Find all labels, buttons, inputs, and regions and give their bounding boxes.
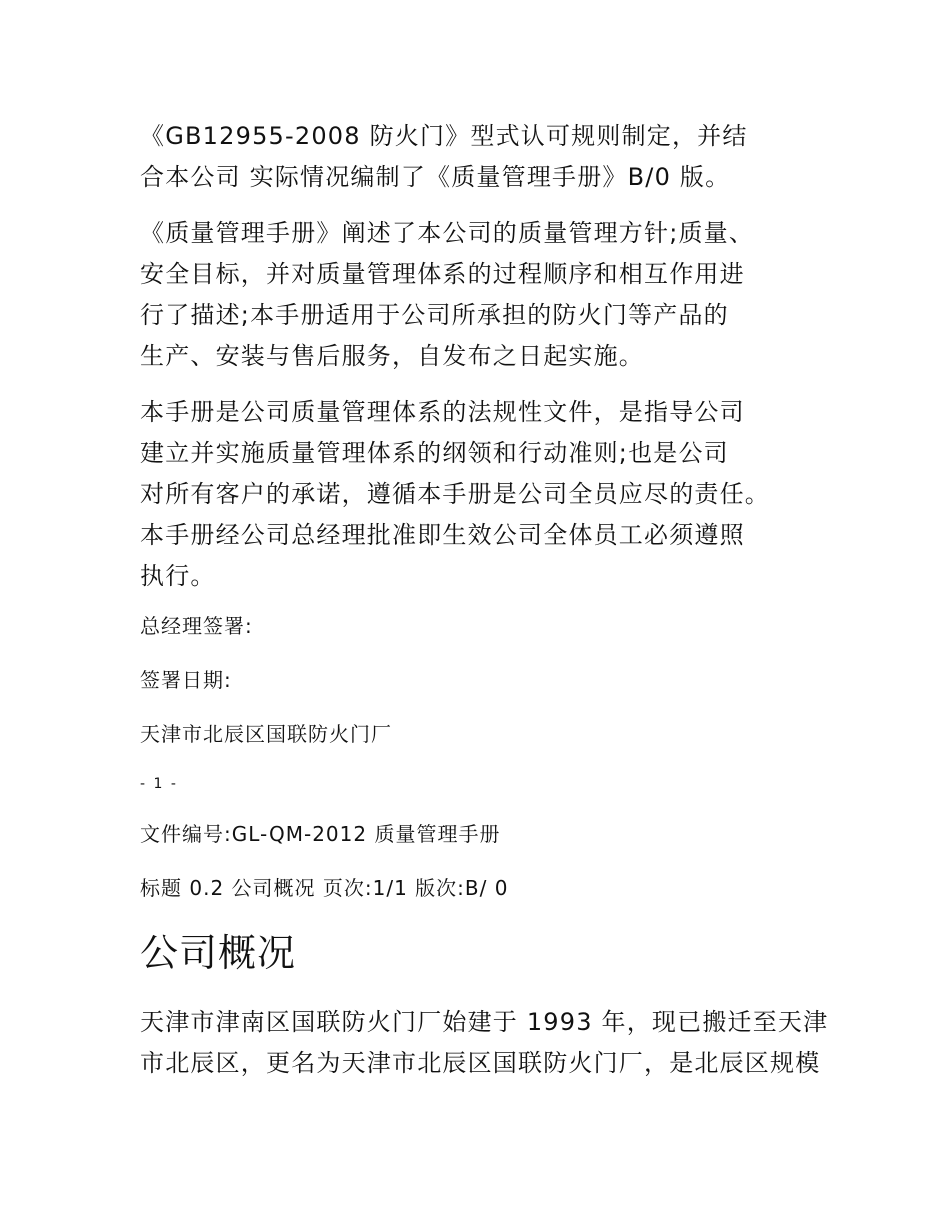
- text-line: 合本公司 实际情况编制了《质量管理手册》B/0 版。: [140, 163, 731, 191]
- text-line: 《GB12955-2008 防火门》型式认可规则制定，并结: [140, 122, 748, 150]
- text-line: 天津市津南区国联防火门厂始建于 1993 年，现已搬迁至天津: [140, 1008, 829, 1036]
- text-line: 安全目标，并对质量管理体系的过程顺序和相互作用进: [140, 260, 745, 288]
- page-number: - 1 -: [140, 776, 178, 792]
- text-line: 执行。: [140, 562, 216, 590]
- text-line: 生产、安装与售后服务，自发布之日起实施。: [140, 342, 644, 370]
- manual-description-paragraph: [140, 213, 840, 377]
- text-line: 本手册是公司质量管理体系的法规性文件，是指导公司: [140, 398, 745, 426]
- company-overview-paragraph: [140, 1002, 840, 1084]
- text-line: 对所有客户的承诺，遵循本手册是公司全员应尽的责任。: [140, 480, 770, 508]
- text-line: 行了描述;本手册适用于公司所承担的防火门等产品的: [140, 301, 729, 329]
- text-line: 市北辰区，更名为天津市北辰区国联防火门厂，是北辰区规模: [140, 1049, 821, 1077]
- file-number: 文件编号:GL-QM-2012 质量管理手册: [140, 822, 501, 846]
- signature-label: 总经理签署:: [140, 614, 253, 638]
- text-line: 《质量管理手册》阐述了本公司的质量管理方针;质量、: [140, 219, 755, 247]
- page-content: [140, 116, 840, 1099]
- signature-date-label: 签署日期:: [140, 668, 232, 692]
- text-line: 建立并实施质量管理体系的纲领和行动准则;也是公司: [140, 439, 729, 467]
- section-title: 公司概况: [140, 931, 297, 975]
- text-line: 本手册经公司总经理批准即生效公司全体员工必须遵照: [140, 521, 745, 549]
- manual-authority-paragraph: [140, 392, 840, 597]
- company-name: 天津市北辰区国联防火门厂: [140, 722, 392, 746]
- intro-paragraph: [140, 116, 840, 198]
- section-header: 标题 0.2 公司概况 页次:1/1 版次:B/ 0: [140, 876, 509, 900]
